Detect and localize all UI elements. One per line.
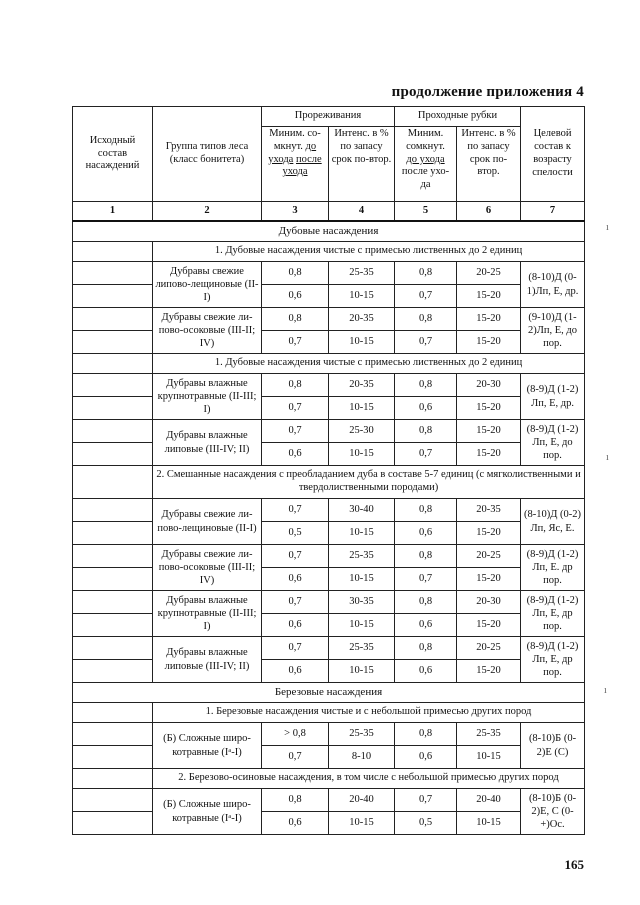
value-cell: 25-30 bbox=[329, 420, 395, 443]
forest-type-cell: Дубравы свежие липово-лещиновые (II-I) bbox=[153, 262, 262, 308]
blank-cell bbox=[73, 703, 153, 723]
value-cell: 10-15 bbox=[329, 660, 395, 683]
table-row bbox=[73, 397, 585, 420]
value-cell: 0,6 bbox=[262, 660, 329, 683]
value-cell: 0,7 bbox=[262, 499, 329, 522]
forest-type-cell: (Б) Сложные широ-котравные (Iᵃ-I) bbox=[153, 723, 262, 769]
value-cell: 10-15 bbox=[457, 812, 521, 835]
column-number: 2 bbox=[153, 202, 262, 222]
value-cell: 10-15 bbox=[329, 443, 395, 466]
blank-cell bbox=[73, 522, 153, 545]
value-cell: 0,6 bbox=[395, 397, 457, 420]
value-cell: 15-20 bbox=[457, 568, 521, 591]
forest-type-cell: Дубравы свежие ли-пово-осоковые (III-II; IV) bbox=[153, 308, 262, 354]
value-cell: 0,6 bbox=[262, 568, 329, 591]
value-cell: 0,6 bbox=[395, 660, 457, 683]
forest-type-cell: Дубравы свежие ли-пово-лещиновые (II-I) bbox=[153, 499, 262, 545]
blank-cell bbox=[73, 723, 153, 746]
value-cell: 0,8 bbox=[262, 374, 329, 397]
value-cell: 10-15 bbox=[457, 746, 521, 769]
value-cell: 0,7 bbox=[262, 545, 329, 568]
value-cell: 15-20 bbox=[457, 420, 521, 443]
table-row bbox=[73, 723, 585, 746]
subsection-row bbox=[73, 466, 585, 499]
forest-type-cell: (Б) Сложные широ-котравные (Iᵃ-I) bbox=[153, 789, 262, 835]
section-title: Березовые насаждения bbox=[73, 683, 585, 703]
table-row bbox=[73, 374, 585, 397]
table-row bbox=[73, 568, 585, 591]
blank-cell bbox=[73, 308, 153, 331]
page-number: 165 bbox=[564, 857, 584, 872]
value-cell: 0,7 bbox=[262, 397, 329, 420]
target-composition-cell: (8-9)Д (1-2) Лп, Е, др пор. bbox=[521, 591, 585, 637]
subsection-row bbox=[73, 769, 585, 789]
header-passage-intensity: Интенс. в % по запасу срок по-втор. bbox=[457, 127, 521, 202]
value-cell: 0,7 bbox=[262, 591, 329, 614]
forest-type-cell: Дубравы влажные крупнотравные (II-III; I) bbox=[153, 591, 262, 637]
value-cell: 0,6 bbox=[262, 285, 329, 308]
value-cell: 15-20 bbox=[457, 522, 521, 545]
margin-mark: ı bbox=[606, 452, 609, 463]
forest-type-cell: Дубравы свежие ли-пово-осоковые (III-II; IV) bbox=[153, 545, 262, 591]
section-row bbox=[73, 221, 585, 242]
column-number: 4 bbox=[329, 202, 395, 222]
value-cell: 25-35 bbox=[329, 637, 395, 660]
value-cell: 15-20 bbox=[457, 660, 521, 683]
table-row bbox=[73, 637, 585, 660]
table-row bbox=[73, 591, 585, 614]
value-cell: 10-15 bbox=[329, 397, 395, 420]
blank-cell bbox=[73, 262, 153, 285]
header-thinning-intensity: Интенс. в % по запасу срок по-втор. bbox=[329, 127, 395, 202]
value-cell: 0,5 bbox=[262, 522, 329, 545]
blank-cell bbox=[73, 545, 153, 568]
value-cell: 0,7 bbox=[262, 331, 329, 354]
value-cell: > 0,8 bbox=[262, 723, 329, 746]
table-row bbox=[73, 746, 585, 769]
value-cell: 25-35 bbox=[457, 723, 521, 746]
value-cell: 0,5 bbox=[395, 812, 457, 835]
table-row bbox=[73, 331, 585, 354]
header-target-composition: Целевой состав к возрасту спелости bbox=[521, 107, 585, 202]
table-row bbox=[73, 789, 585, 812]
header-forest-type-group: Группа типов леса (класс бонитета) bbox=[153, 107, 262, 202]
subsection-title: 1. Березовые насаждения чистые и с небольшой примесью других пород bbox=[153, 703, 585, 723]
blank-cell bbox=[73, 769, 153, 789]
value-cell: 10-15 bbox=[329, 331, 395, 354]
value-cell: 10-15 bbox=[329, 614, 395, 637]
column-number: 5 bbox=[395, 202, 457, 222]
blank-cell bbox=[73, 466, 153, 499]
value-cell: 0,6 bbox=[395, 614, 457, 637]
target-composition-cell: (8-9)Д (1-2) Лп, Е, др пор. bbox=[521, 637, 585, 683]
value-cell: 0,6 bbox=[395, 522, 457, 545]
value-cell: 15-20 bbox=[457, 285, 521, 308]
value-cell: 30-35 bbox=[329, 591, 395, 614]
target-composition-cell: (8-10)Б (0-2)Е, С (0-+)Ос. bbox=[521, 789, 585, 835]
table-row bbox=[73, 420, 585, 443]
value-cell: 10-15 bbox=[329, 568, 395, 591]
header-initial-composition: Исходный состав насаждений bbox=[73, 107, 153, 202]
value-cell: 0,7 bbox=[262, 746, 329, 769]
blank-cell bbox=[73, 568, 153, 591]
value-cell: 30-40 bbox=[329, 499, 395, 522]
header-thinning-min-density: Миним. со-мкнут. до ухода после ухода bbox=[262, 127, 329, 202]
value-cell: 25-35 bbox=[329, 262, 395, 285]
target-composition-cell: (8-10)Д (0-2) Лп, Яс, Е. bbox=[521, 499, 585, 545]
blank-cell bbox=[73, 242, 153, 262]
value-cell: 15-20 bbox=[457, 443, 521, 466]
value-cell: 0,7 bbox=[395, 285, 457, 308]
blank-cell bbox=[73, 374, 153, 397]
value-cell: 0,8 bbox=[262, 789, 329, 812]
value-cell: 10-15 bbox=[329, 285, 395, 308]
blank-cell bbox=[73, 397, 153, 420]
blank-cell bbox=[73, 420, 153, 443]
column-number: 6 bbox=[457, 202, 521, 222]
value-cell: 15-20 bbox=[457, 397, 521, 420]
table-body bbox=[73, 221, 585, 835]
blank-cell bbox=[73, 285, 153, 308]
column-number: 1 bbox=[73, 202, 153, 222]
subsection-row bbox=[73, 703, 585, 723]
forestry-table bbox=[72, 106, 585, 835]
value-cell: 15-20 bbox=[457, 331, 521, 354]
value-cell: 0,7 bbox=[395, 789, 457, 812]
target-composition-cell: (8-9)Д (1-2) Лп, Е, до пор. bbox=[521, 420, 585, 466]
value-cell: 0,8 bbox=[395, 499, 457, 522]
table-row bbox=[73, 308, 585, 331]
value-cell: 20-25 bbox=[457, 262, 521, 285]
value-cell: 15-20 bbox=[457, 614, 521, 637]
margin-mark: ı bbox=[604, 685, 607, 696]
value-cell: 0,7 bbox=[262, 637, 329, 660]
value-cell: 0,7 bbox=[395, 331, 457, 354]
value-cell: 0,7 bbox=[395, 443, 457, 466]
forest-type-cell: Дубравы влажные липовые (III-IV; II) bbox=[153, 420, 262, 466]
value-cell: 20-25 bbox=[457, 545, 521, 568]
value-cell: 0,8 bbox=[395, 420, 457, 443]
target-composition-cell: (9-10)Д (1-2)Лп, Е, до пор. bbox=[521, 308, 585, 354]
document-heading: продолжение приложения 4 bbox=[391, 84, 584, 100]
value-cell: 25-35 bbox=[329, 723, 395, 746]
table-row bbox=[73, 443, 585, 466]
section-title: Дубовые насаждения bbox=[73, 221, 585, 242]
table-row bbox=[73, 522, 585, 545]
blank-cell bbox=[73, 637, 153, 660]
subsection-row bbox=[73, 242, 585, 262]
header-passage-min-density: Миним. сомкнут. до ухода после ухо-да bbox=[395, 127, 457, 202]
table-row bbox=[73, 660, 585, 683]
forest-type-cell: Дубравы влажные липовые (III-IV; II) bbox=[153, 637, 262, 683]
value-cell: 0,7 bbox=[262, 420, 329, 443]
table-row bbox=[73, 262, 585, 285]
value-cell: 0,8 bbox=[262, 308, 329, 331]
table-row bbox=[73, 614, 585, 637]
value-cell: 0,6 bbox=[395, 746, 457, 769]
value-cell: 8-10 bbox=[329, 746, 395, 769]
value-cell: 0,6 bbox=[262, 812, 329, 835]
value-cell: 20-35 bbox=[329, 308, 395, 331]
column-number: 7 bbox=[521, 202, 585, 222]
table-row bbox=[73, 285, 585, 308]
value-cell: 0,6 bbox=[262, 614, 329, 637]
value-cell: 0,8 bbox=[395, 591, 457, 614]
value-cell: 10-15 bbox=[329, 522, 395, 545]
table-row bbox=[73, 545, 585, 568]
section-row bbox=[73, 683, 585, 703]
blank-cell bbox=[73, 812, 153, 835]
value-cell: 0,8 bbox=[395, 308, 457, 331]
forest-type-cell: Дубравы влажные крупнотравные (II-III; I) bbox=[153, 374, 262, 420]
header-passage-cutting: Проходные рубки bbox=[395, 107, 521, 127]
value-cell: 0,6 bbox=[262, 443, 329, 466]
column-number: 3 bbox=[262, 202, 329, 222]
subsection-title: 2. Березово-осиновые насаждения, в том числе с небольшой примесью других пород bbox=[153, 769, 585, 789]
header-thinning: Прореживания bbox=[262, 107, 395, 127]
value-cell: 0,8 bbox=[262, 262, 329, 285]
value-cell: 0,7 bbox=[395, 568, 457, 591]
value-cell: 20-35 bbox=[329, 374, 395, 397]
blank-cell bbox=[73, 591, 153, 614]
blank-cell bbox=[73, 499, 153, 522]
table-row bbox=[73, 499, 585, 522]
value-cell: 20-40 bbox=[329, 789, 395, 812]
table-row bbox=[73, 812, 585, 835]
value-cell: 20-25 bbox=[457, 637, 521, 660]
value-cell: 15-20 bbox=[457, 308, 521, 331]
blank-cell bbox=[73, 443, 153, 466]
blank-cell bbox=[73, 789, 153, 812]
blank-cell bbox=[73, 660, 153, 683]
blank-cell bbox=[73, 746, 153, 769]
value-cell: 0,8 bbox=[395, 374, 457, 397]
blank-cell bbox=[73, 354, 153, 374]
value-cell: 0,8 bbox=[395, 545, 457, 568]
value-cell: 0,8 bbox=[395, 637, 457, 660]
value-cell: 20-30 bbox=[457, 374, 521, 397]
margin-mark: ı bbox=[606, 222, 609, 233]
target-composition-cell: (8-10)Б (0-2)Е (С) bbox=[521, 723, 585, 769]
subsection-title: 1. Дубовые насаждения чистые с примесью лиственных до 2 единиц bbox=[153, 354, 585, 374]
subsection-title: 2. Смешанные насаждения с преобладанием дуба в составе 5-7 единиц (с мягколиственными и твердолиственными породами) bbox=[153, 466, 585, 499]
value-cell: 0,8 bbox=[395, 723, 457, 746]
subsection-title: 1. Дубовые насаждения чистые с примесью лиственных до 2 единиц bbox=[153, 242, 585, 262]
value-cell: 0,8 bbox=[395, 262, 457, 285]
subsection-row bbox=[73, 354, 585, 374]
blank-cell bbox=[73, 614, 153, 637]
value-cell: 10-15 bbox=[329, 812, 395, 835]
target-composition-cell: (8-9)Д (1-2) Лп, Е, др. bbox=[521, 374, 585, 420]
value-cell: 20-30 bbox=[457, 591, 521, 614]
value-cell: 20-40 bbox=[457, 789, 521, 812]
target-composition-cell: (8-9)Д (1-2) Лп, Е. др пор. bbox=[521, 545, 585, 591]
target-composition-cell: (8-10)Д (0-1)Лп, Е, др. bbox=[521, 262, 585, 308]
blank-cell bbox=[73, 331, 153, 354]
value-cell: 20-35 bbox=[457, 499, 521, 522]
value-cell: 25-35 bbox=[329, 545, 395, 568]
